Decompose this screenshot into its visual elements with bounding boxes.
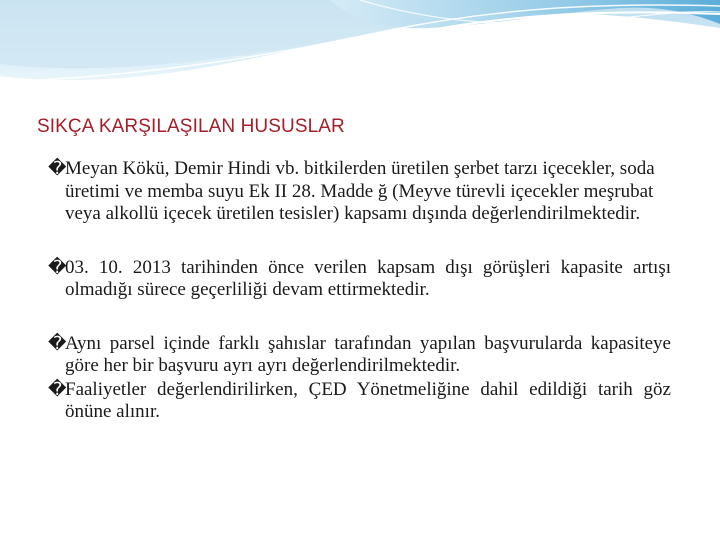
bullet-text-4: Faaliyetler değerlendirilirken, ÇED Yönetmeliğine dahil edildiği tarih göz önüne alınır. <box>65 378 671 422</box>
bullet-text-1: Meyan Kökü, Demir Hindi vb. bitkilerden üretilen şerbet tarzı içecekler, soda üretimi ve memba suyu Ek II 28. Madde ğ (Meyve türevli içecekler meşrubat veya alkollü içecek üretilen tesisler) kapsamı dışında değerlendirilmektedir. <box>65 158 655 224</box>
bullet-item-3 <box>48 332 671 378</box>
bullet-glyph: � <box>48 256 67 277</box>
bullet-glyph: � <box>48 378 67 399</box>
bullet-item-4 <box>48 378 671 424</box>
bullet-text-3: Aynı parsel içinde farklı şahıslar tarafından yapılan başvurularda kapasiteye göre her bir başvuru ayrı ayrı değerlendirilmektedir. <box>65 332 671 376</box>
bullet-list <box>48 157 671 424</box>
bullet-glyph: � <box>48 158 67 178</box>
bullet-item-2 <box>48 256 671 302</box>
slide-title: SIKÇA KARŞILAŞILAN HUSUSLAR <box>37 116 345 137</box>
bullet-glyph: � <box>48 332 67 353</box>
wave-header-decoration <box>0 0 720 110</box>
bullet-text-2: 03. 10. 2013 tarihinden önce verilen kapsam dışı görüşleri kapasite artışı olmadığı sürece geçerliliği devam ettirmektedir. <box>65 256 671 300</box>
bullet-item-1 <box>48 157 671 226</box>
